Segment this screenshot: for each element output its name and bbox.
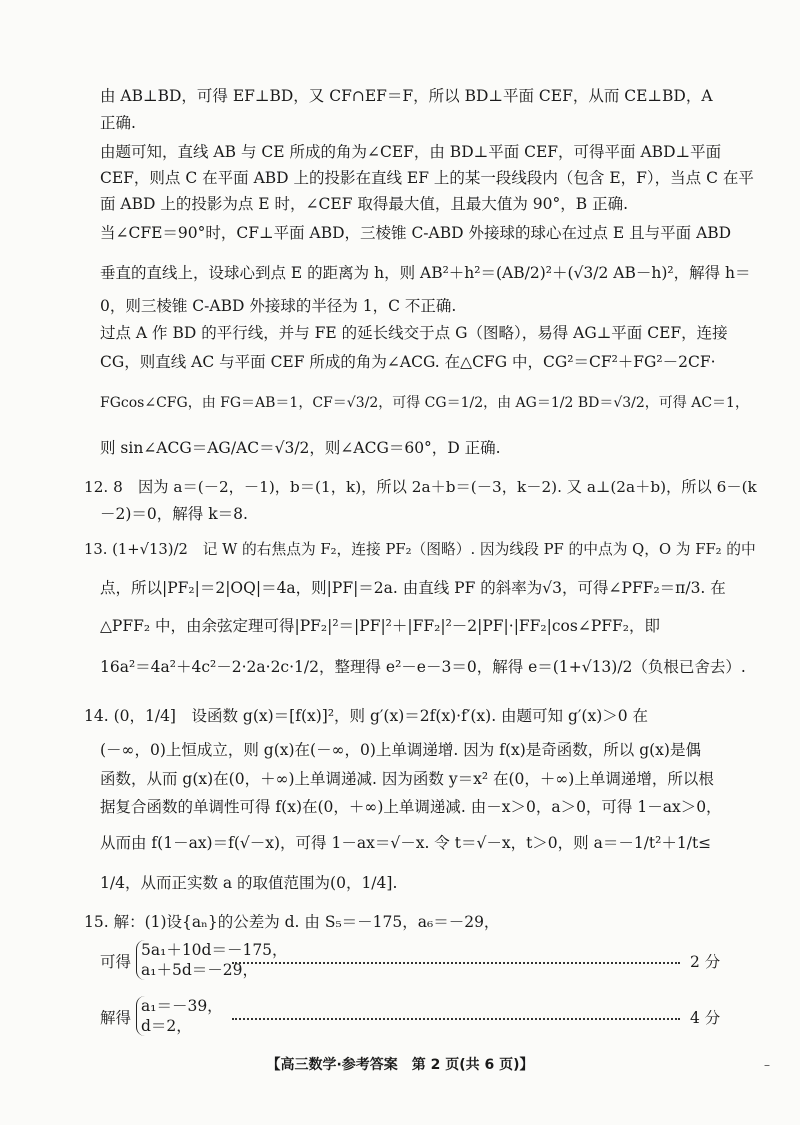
answer-14-line-3: 函数，从而 g(x)在(0，＋∞)上单调递减. 因为函数 y＝x² 在(0，＋∞)上单调递增，所以根 bbox=[100, 770, 714, 788]
step2-score: 4 分 bbox=[690, 1009, 721, 1027]
answer-14-line-6: 1/4，从而正实数 a 的取值范围为(0，1/4]. bbox=[100, 874, 398, 892]
text-line-11: FGcos∠CFG，由 FG＝AB＝1，CF＝√3/2，可得 CG＝1/2，由 AG＝1/2 BD＝√3/2，可得 AC＝1， bbox=[100, 395, 749, 411]
text-line-1: 由 AB⊥BD，可得 EF⊥BD，又 CF∩EF＝F，所以 BD⊥平面 CEF，从而 CE⊥BD，A bbox=[100, 87, 713, 105]
step2-equation-1: a₁＝－39， bbox=[141, 997, 223, 1015]
text-line-5: 面 ABD 上的投影为点 E 时，∠CEF 取得最大值，且最大值为 90°，B 正确. bbox=[100, 195, 629, 213]
step2-dot-leader bbox=[232, 1018, 680, 1022]
text-line-7: 垂直的直线上，设球心到点 E 的距离为 h，则 AB²＋h²＝(AB/2)²＋(√3/2 AB－h)²，解得 h＝ bbox=[100, 264, 751, 282]
text-line-9: 过点 A 作 BD 的平行线，并与 FE 的延长线交于点 G（图略），易得 AG⊥平面 CEF，连接 bbox=[100, 324, 728, 342]
step2-lead: 解得 bbox=[100, 1009, 132, 1027]
step1-equation-2: a₁＋5d＝－29， bbox=[141, 961, 258, 979]
corner-mark: – bbox=[764, 1058, 770, 1072]
answer-13-line-1: 13. (1+√13)/2 记 W 的右焦点为 F₂，连接 PF₂（图略）. 因为线段 PF 的中点为 Q，O 为 FF₂ 的中 bbox=[84, 541, 756, 558]
step1-equation-system bbox=[136, 940, 288, 980]
answer-14-line-4: 据复合函数的单调性可得 f(x)在(0，＋∞)上单调递减. 由－x＞0，a＞0，可得 1－ax＞0， bbox=[100, 798, 722, 816]
answer-12-line-1: 12. 8 因为 a＝(－2，－1)，b＝(1，k)，所以 2a＋b＝(－3，k－2). 又 a⊥(2a＋b)，所以 6－(k bbox=[84, 478, 757, 496]
step1-dot-leader bbox=[232, 962, 680, 966]
answer-12-line-2: －2)＝0，解得 k＝8. bbox=[100, 505, 248, 523]
text-line-10: CG，则直线 AC 与平面 CEF 所成的角为∠ACG. 在△CFG 中，CG²＝CF²＋FG²－2CF· bbox=[100, 353, 716, 371]
step2-equation-2: d＝2， bbox=[141, 1017, 192, 1035]
text-line-8: 0，则三棱锥 C-ABD 外接球的半径为 1，C 不正确. bbox=[100, 297, 457, 315]
text-line-2: 正确. bbox=[100, 114, 136, 132]
answer-14-line-2: (－∞，0)上恒成立，则 g(x)在(－∞，0)上单调递增. 因为 f(x)是奇函数，所以 g(x)是偶 bbox=[100, 741, 701, 759]
text-line-6: 当∠CFE＝90°时，CF⊥平面 ABD，三棱锥 C-ABD 外接球的球心在过点 E 且与平面 ABD bbox=[100, 224, 732, 242]
page-footer: 【高三数学·参考答案 第 2 页(共 6 页)】 bbox=[266, 1057, 534, 1073]
answer-13-line-3: △PFF₂ 中，由余弦定理可得|PF₂|²＝|PF|²＋|FF₂|²－2|PF|·|FF₂|cos∠PFF₂，即 bbox=[100, 617, 660, 635]
answer-13-line-4: 16a²＝4a²＋4c²－2·2a·2c·1/2，整理得 e²－e－3＝0，解得 e＝(1+√13)/2（负根已舍去）. bbox=[100, 658, 746, 676]
answer-15-heading: 15. 解：(1)设{aₙ}的公差为 d. 由 S₅＝－175，a₆＝－29， bbox=[84, 913, 500, 931]
text-line-3: 由题可知，直线 AB 与 CE 所成的角为∠CEF，由 BD⊥平面 CEF，可得平面 ABD⊥平面 bbox=[100, 143, 722, 161]
answer-13-line-2: 点，所以|PF₂|＝2|OQ|＝4a，则|PF|＝2a. 由直线 PF 的斜率为√3，可得∠PFF₂＝π/3. 在 bbox=[100, 579, 726, 597]
step2-equation-system bbox=[136, 996, 223, 1036]
answer-14-line-1: 14. (0，1/4] 设函数 g(x)＝[f(x)]²，则 g′(x)＝2f(x)·f′(x). 由题可知 g′(x)＞0 在 bbox=[84, 707, 649, 725]
step1-equation-1: 5a₁＋10d＝－175， bbox=[141, 941, 288, 959]
step1-score: 2 分 bbox=[690, 953, 721, 971]
text-line-4: CEF，则点 C 在平面 ABD 上的投影在直线 EF 上的某一段线段内（包含 E，F），当点 C 在平 bbox=[100, 169, 754, 187]
text-line-12: 则 sin∠ACG＝AG/AC＝√3/2，则∠ACG＝60°，D 正确. bbox=[100, 439, 501, 457]
answer-14-line-5: 从而由 f(1－ax)＝f(√－x)，可得 1－ax＝√－x. 令 t＝√－x，t＞0，则 a＝－1/t²＋1/t≤ bbox=[100, 834, 712, 852]
step1-lead: 可得 bbox=[100, 953, 132, 971]
